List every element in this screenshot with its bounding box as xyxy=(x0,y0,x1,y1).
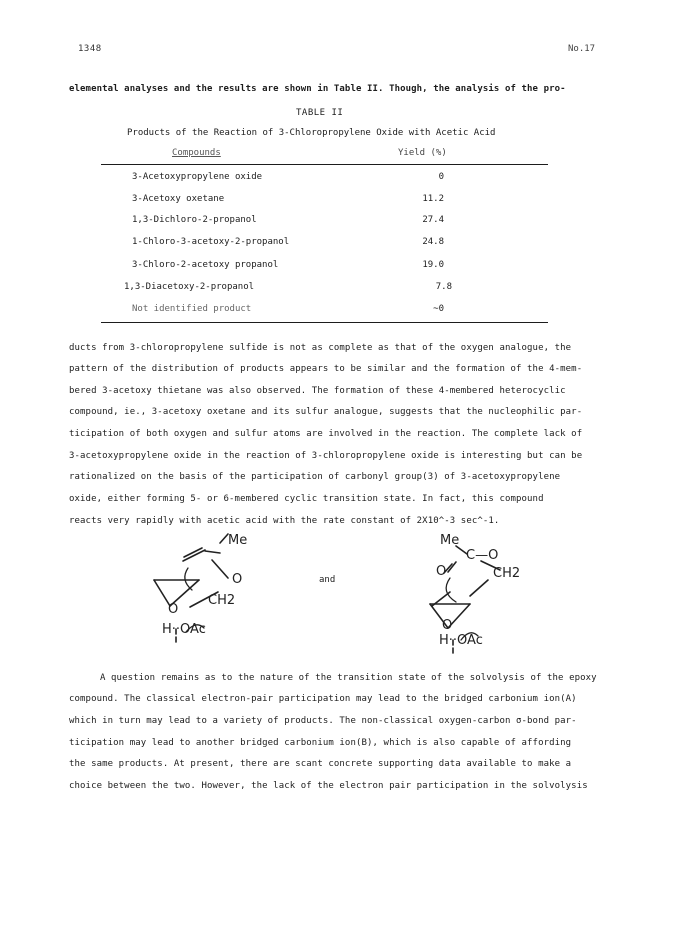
paragraph-line: ducts from 3-chloropropylene sulfide is not as complete as that of the oxygen analogue, the xyxy=(69,343,572,353)
paragraph-line: oxide, either forming 5- or 6-membered cyclic transition state. In fact, this compound xyxy=(69,494,544,504)
paragraph-line: compound. The classical electron-pair participation may lead to the bridged carbonium ion(A) xyxy=(69,694,577,704)
table-rule-top xyxy=(101,164,548,165)
table-row-yield: 19.0 xyxy=(422,260,444,270)
paragraph-line: the same products. At present, there are scant concrete supporting data available to make a xyxy=(69,759,572,769)
table-row-compound: Not identified product xyxy=(132,304,252,314)
table-row-compound: 1,3-Diacetoxy-2-propanol xyxy=(124,282,255,292)
right-structure-bonds xyxy=(0,0,1,1)
left-hoac-label: H··OAc xyxy=(162,622,206,637)
table-row-yield: 27.4 xyxy=(422,215,444,225)
right-carbonyl-oxygen-label: O xyxy=(436,564,447,579)
table-rule-bottom xyxy=(101,322,548,323)
right-methyl-label: Me xyxy=(440,533,460,548)
left-methyl-label: Me xyxy=(228,533,248,548)
table-row-compound: 1,3-Dichloro-2-propanol xyxy=(132,215,257,225)
table-row-yield: 7.8 xyxy=(435,282,452,292)
paragraph-line: reacts very rapidly with acetic acid with the rate constant of 2X10^-3 sec^-1. xyxy=(69,516,500,526)
table-header-compounds: Compounds xyxy=(172,148,221,158)
table-caption: TABLE II xyxy=(296,108,344,118)
paragraph-line: which in turn may lead to a variety of products. The non-classical oxygen-carbon σ-bond par- xyxy=(69,716,577,726)
table-row-compound: 1-Chloro-3-acetoxy-2-propanol xyxy=(132,237,290,247)
paragraph-line: bered 3-acetoxy thietane was also observed. The formation of these 4-membered heterocyclic xyxy=(69,386,566,396)
right-hoac-label: H··OAc xyxy=(439,633,483,648)
left-epoxide-oxygen-label: O xyxy=(168,602,179,617)
right-ch2-label: CH2 xyxy=(493,566,521,581)
table-row-yield: 24.8 xyxy=(422,237,444,247)
table-row-compound: 3-Acetoxy oxetane xyxy=(132,194,225,204)
table-header-yield: Yield (%) xyxy=(398,148,447,158)
table-row-compound: 3-Acetoxypropylene oxide xyxy=(132,172,263,182)
paragraph-line: 3-acetoxypropylene oxide in the reaction of 3-chloropropylene oxide is interesting but can be xyxy=(69,451,583,461)
right-epoxide-oxygen-label: O xyxy=(442,618,453,633)
issue-number: No.17 xyxy=(568,44,596,54)
paragraph-line: pattern of the distribution of products appears to be similar and the formation of the 4-mem- xyxy=(69,364,583,374)
page-number: 1348 xyxy=(78,44,102,54)
paragraph-line: compound, ie., 3-acetoxy oxetane and its sulfur analogue, suggests that the nucleophilic par- xyxy=(69,407,583,417)
left-ch2-label: CH2 xyxy=(208,593,236,608)
table-row-yield: 0 xyxy=(438,172,444,182)
paragraph-line: rationalized on the basis of the participation of carbonyl group(3) of 3-acetoxypropylene xyxy=(69,472,561,482)
left-ring-oxygen-label: O xyxy=(232,572,243,587)
paragraph-line: choice between the two. However, the lack of the electron pair participation in the solvolysis xyxy=(69,781,588,791)
paragraph-line: ticipation of both oxygen and sulfur atoms are involved in the reaction. The complete lack of xyxy=(69,429,583,439)
table-row-compound: 3-Chloro-2-acetoxy propanol xyxy=(132,260,279,270)
table-row-yield: 11.2 xyxy=(422,194,444,204)
right-c-o-label: C—O xyxy=(466,548,499,563)
table-title: Products of the Reaction of 3-Chloropropylene Oxide with Acetic Acid xyxy=(127,128,496,138)
intro-line: elemental analyses and the results are shown in Table II. Though, the analysis of the pro- xyxy=(69,84,566,94)
table-row-yield: ~0 xyxy=(433,304,444,314)
and-connector: and xyxy=(319,575,336,585)
paragraph-line: ticipation may lead to another bridged carbonium ion(B), which is also capable of affording xyxy=(69,738,572,748)
paragraph-line: A question remains as to the nature of the transition state of the solvolysis of the epoxy xyxy=(100,673,597,683)
